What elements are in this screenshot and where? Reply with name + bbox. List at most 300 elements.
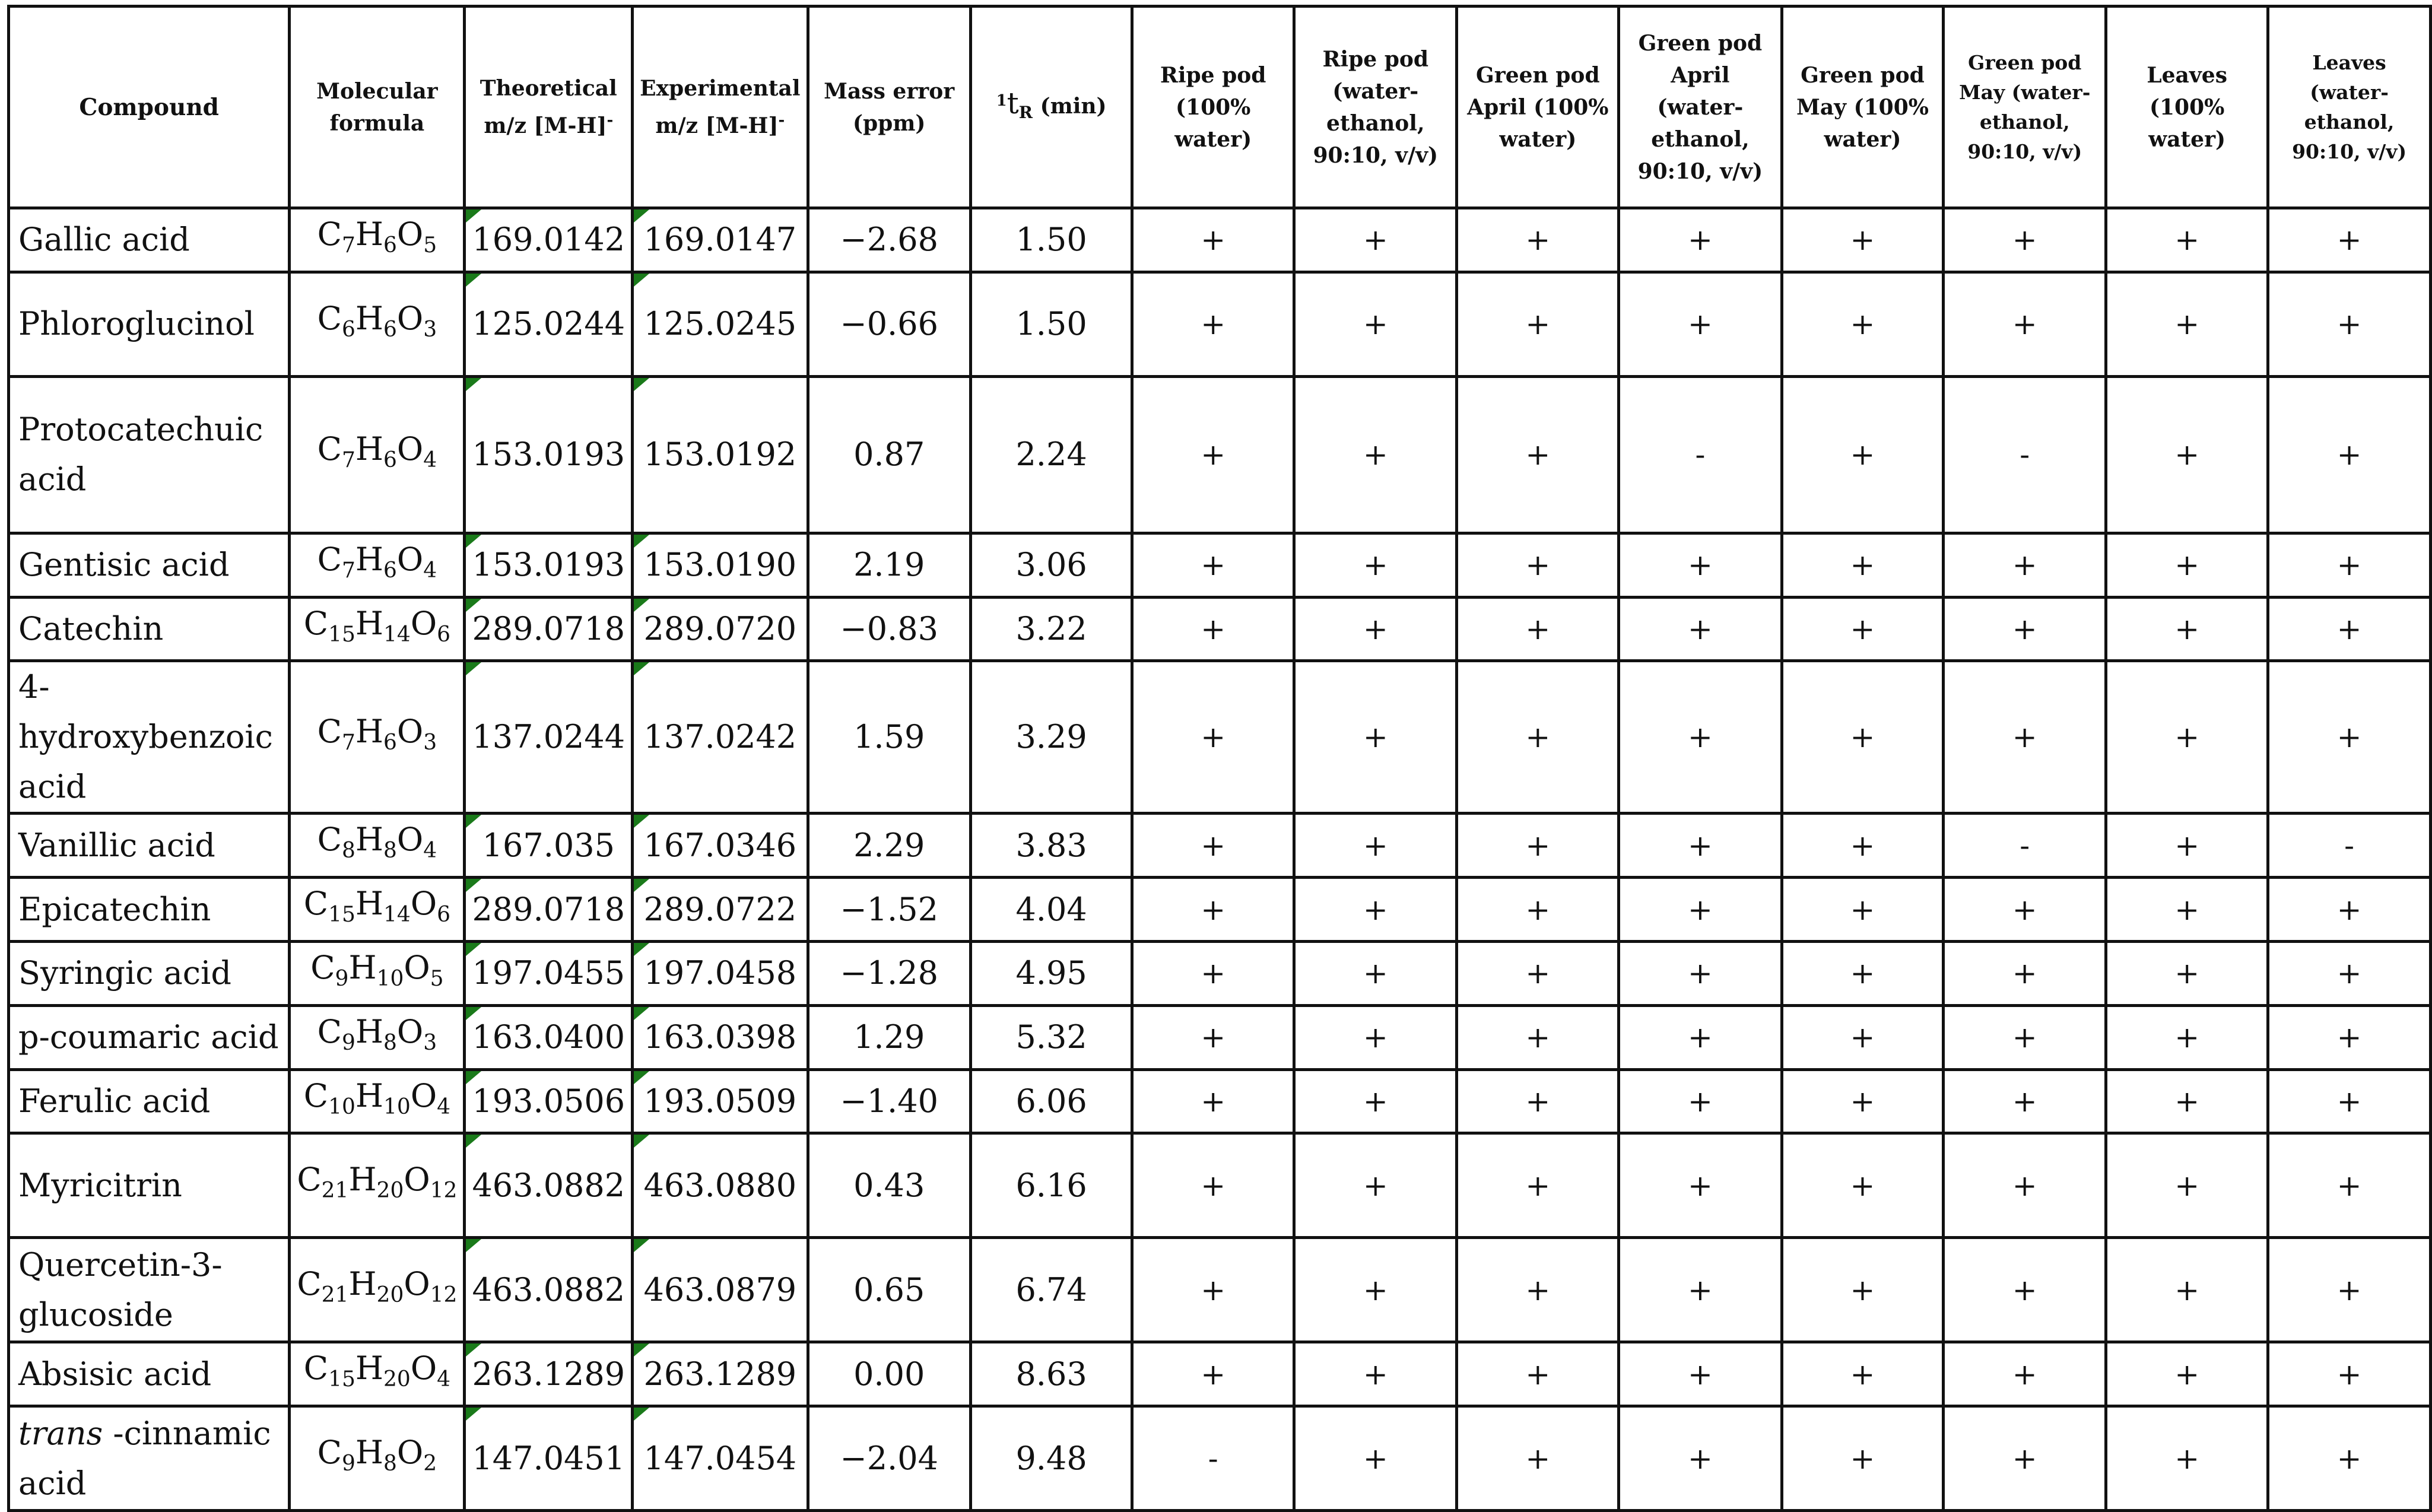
detection-mark-cell: + [1944, 878, 2106, 942]
detection-mark-cell: + [1457, 941, 1619, 1005]
formula-count: 15 [328, 902, 355, 927]
compound-cell: Gentisic acid [9, 533, 290, 597]
formula-element: H [355, 821, 383, 859]
theoretical-mz-cell: 463.0882 [465, 1133, 633, 1238]
detection-mark-cell: + [1132, 814, 1294, 878]
detection-mark-cell: + [2106, 661, 2268, 814]
table-row [9, 941, 2431, 1005]
formula-cell [290, 814, 465, 878]
header-tr-main: t [1007, 86, 1019, 121]
detection-mark-cell: + [1294, 1406, 1457, 1511]
detection-mark-cell: + [1944, 1406, 2106, 1511]
theoretical-mz-cell: 193.0506 [465, 1069, 633, 1133]
formula-element: O [404, 1265, 430, 1303]
formula-count: 6 [383, 233, 397, 258]
detection-mark-cell: + [1294, 208, 1457, 272]
detection-mark-cell: + [1619, 1342, 1782, 1406]
header-sample-6: Green pod May (water-ethanol, 90:10, v/v) [1944, 7, 2106, 208]
retention-time-cell: 8.63 [970, 1342, 1132, 1406]
formula-element: H [355, 299, 383, 337]
detection-mark-cell: + [2106, 272, 2268, 376]
detection-mark-cell: + [2268, 661, 2431, 814]
formula-cell [290, 1069, 465, 1133]
detection-mark-cell: + [1782, 1406, 1944, 1511]
formula-cell [290, 878, 465, 942]
detection-mark-cell: + [1619, 533, 1782, 597]
detection-mark-cell: + [1294, 661, 1457, 814]
formula-element: C [317, 821, 342, 859]
experimental-mz-cell: 153.0192 [633, 376, 808, 533]
retention-time-cell: 3.22 [970, 597, 1132, 661]
header-experimental-sup: - [778, 112, 785, 129]
formula-count: 8 [342, 838, 355, 863]
header-theoretical-text: Theoretical m/z [M-H] [480, 76, 617, 138]
theoretical-mz-cell: 125.0244 [465, 272, 633, 376]
formula-count: 6 [383, 730, 397, 755]
formula-element: O [396, 299, 424, 337]
retention-time-cell: 3.29 [970, 661, 1132, 814]
formula-element: O [396, 215, 424, 253]
formula-count: 4 [423, 838, 437, 863]
formula-count: 4 [437, 1094, 450, 1119]
detection-mark-cell: + [1619, 1133, 1782, 1238]
formula-element: H [355, 1076, 383, 1114]
detection-mark-cell: + [1457, 597, 1619, 661]
experimental-mz-cell: 169.0147 [633, 208, 808, 272]
formula-count: 20 [383, 1367, 411, 1392]
detection-mark-cell: + [2106, 1342, 2268, 1406]
detection-mark-cell: + [1944, 661, 2106, 814]
formula-count: 6 [383, 558, 397, 583]
detection-mark-cell: + [1944, 533, 2106, 597]
mass-error-cell: 0.43 [808, 1133, 970, 1238]
retention-time-cell: 3.83 [970, 814, 1132, 878]
detection-mark-cell: + [2106, 1238, 2268, 1342]
compound-cell: Syringic acid [9, 941, 290, 1005]
detection-mark-cell: + [1619, 1406, 1782, 1511]
experimental-mz-cell: 125.0245 [633, 272, 808, 376]
table-row [9, 661, 2431, 814]
formula-count: 8 [383, 838, 397, 863]
detection-mark-cell: + [1457, 814, 1619, 878]
detection-mark-cell: + [1619, 208, 1782, 272]
formula-element: C [317, 430, 342, 468]
formula-count: 14 [383, 902, 411, 927]
detection-mark-cell: + [2106, 1133, 2268, 1238]
detection-mark-cell: + [2268, 533, 2431, 597]
formula-cell [290, 533, 465, 597]
detection-mark-cell: + [1294, 941, 1457, 1005]
retention-time-cell: 5.32 [970, 1005, 1132, 1069]
detection-mark-cell: + [2106, 1005, 2268, 1069]
table-row [9, 814, 2431, 878]
formula-count: 6 [383, 317, 397, 342]
formula-element: O [410, 885, 437, 923]
detection-mark-cell: + [2268, 1238, 2431, 1342]
table-row [9, 1342, 2431, 1406]
detection-mark-cell: + [1782, 376, 1944, 533]
theoretical-mz-cell: 197.0455 [465, 941, 633, 1005]
detection-mark-cell: + [1132, 661, 1294, 814]
detection-mark-cell: + [1457, 1133, 1619, 1238]
mass-error-cell: 0.87 [808, 376, 970, 533]
detection-mark-cell: + [1457, 272, 1619, 376]
formula-element: O [404, 1161, 430, 1199]
formula-element: O [404, 948, 430, 986]
detection-mark-cell: + [1294, 597, 1457, 661]
detection-mark-cell: + [1782, 1238, 1944, 1342]
header-sample-3: Green pod April (100% water) [1457, 7, 1619, 208]
detection-mark-cell: + [1132, 1342, 1294, 1406]
compound-table [7, 5, 2432, 1512]
theoretical-mz-cell: 169.0142 [465, 208, 633, 272]
detection-mark-cell: + [1944, 1069, 2106, 1133]
detection-mark-cell: + [2268, 376, 2431, 533]
header-formula: Molecular formula [290, 7, 465, 208]
detection-mark-cell: + [1782, 661, 1944, 814]
detection-mark-cell: + [1619, 941, 1782, 1005]
formula-element: C [303, 604, 329, 642]
formula-element: C [317, 540, 342, 578]
detection-mark-cell: - [1944, 814, 2106, 878]
formula-count: 7 [342, 558, 355, 583]
theoretical-mz-cell: 163.0400 [465, 1005, 633, 1069]
formula-count: 6 [437, 902, 450, 927]
formula-count: 7 [342, 447, 355, 472]
detection-mark-cell: + [1294, 1133, 1457, 1238]
table-row [9, 533, 2431, 597]
detection-mark-cell: + [2268, 878, 2431, 942]
table-row [9, 272, 2431, 376]
detection-mark-cell: + [1294, 1005, 1457, 1069]
detection-mark-cell: + [1782, 533, 1944, 597]
detection-mark-cell: + [2268, 597, 2431, 661]
formula-element: O [396, 430, 424, 468]
retention-time-cell: 4.04 [970, 878, 1132, 942]
formula-cell [290, 1406, 465, 1511]
detection-mark-cell: + [1132, 1069, 1294, 1133]
formula-count: 5 [430, 966, 444, 991]
formula-count: 20 [376, 1283, 404, 1308]
detection-mark-cell: + [1294, 272, 1457, 376]
mass-error-cell: −2.04 [808, 1406, 970, 1511]
detection-mark-cell: + [1782, 597, 1944, 661]
theoretical-mz-cell: 137.0244 [465, 661, 633, 814]
detection-mark-cell: + [1782, 1069, 1944, 1133]
formula-count: 21 [321, 1179, 349, 1203]
header-tr-sup: 1 [996, 92, 1007, 110]
mass-error-cell: 0.65 [808, 1238, 970, 1342]
detection-mark-cell: + [1782, 208, 1944, 272]
compound-cell: Quercetin-3-glucoside [9, 1238, 290, 1342]
detection-mark-cell: + [1294, 533, 1457, 597]
detection-mark-cell: + [1457, 533, 1619, 597]
detection-mark-cell: + [1944, 1005, 2106, 1069]
detection-mark-cell: + [1944, 1342, 2106, 1406]
formula-element: O [396, 540, 424, 578]
detection-mark-cell: + [1132, 597, 1294, 661]
table-row [9, 1069, 2431, 1133]
table-row [9, 376, 2431, 533]
formula-count: 9 [342, 1451, 355, 1476]
compound-name-rest: -cinnamic acid [18, 1414, 271, 1502]
detection-mark-cell: - [1132, 1406, 1294, 1511]
detection-mark-cell: + [1457, 1342, 1619, 1406]
mass-error-cell: −2.68 [808, 208, 970, 272]
experimental-mz-cell: 289.0720 [633, 597, 808, 661]
formula-count: 20 [376, 1179, 404, 1203]
formula-element: H [355, 215, 383, 253]
formula-count: 7 [342, 730, 355, 755]
retention-time-cell: 6.06 [970, 1069, 1132, 1133]
detection-mark-cell: + [2268, 1069, 2431, 1133]
detection-mark-cell: + [1944, 941, 2106, 1005]
formula-cell [290, 941, 465, 1005]
formula-element: O [396, 1434, 424, 1472]
experimental-mz-cell: 147.0454 [633, 1406, 808, 1511]
retention-time-cell: 9.48 [970, 1406, 1132, 1511]
detection-mark-cell: + [1132, 1133, 1294, 1238]
detection-mark-cell: + [2268, 1005, 2431, 1069]
compound-cell: Phloroglucinol [9, 272, 290, 376]
detection-mark-cell: + [1294, 878, 1457, 942]
detection-mark-cell: - [1619, 376, 1782, 533]
compound-cell: Vanillic acid [9, 814, 290, 878]
experimental-mz-cell: 263.1289 [633, 1342, 808, 1406]
detection-mark-cell: + [1944, 1133, 2106, 1238]
header-sample-2: Ripe pod (water-ethanol, 90:10, v/v) [1294, 7, 1457, 208]
detection-mark-cell: + [1619, 878, 1782, 942]
formula-count: 9 [342, 1030, 355, 1055]
compound-cell: Myricitrin [9, 1133, 290, 1238]
formula-cell [290, 208, 465, 272]
compound-cell [9, 1406, 290, 1511]
detection-mark-cell: + [1782, 272, 1944, 376]
detection-mark-cell: + [2106, 814, 2268, 878]
compound-cell: p-coumaric acid [9, 1005, 290, 1069]
table-body [9, 208, 2431, 1511]
formula-cell [290, 376, 465, 533]
detection-mark-cell: + [1782, 878, 1944, 942]
detection-mark-cell: + [1944, 208, 2106, 272]
formula-count: 10 [383, 1094, 411, 1119]
formula-element: C [317, 1434, 342, 1472]
formula-element: O [410, 1076, 437, 1114]
detection-mark-cell: + [2106, 597, 2268, 661]
formula-element: H [355, 430, 383, 468]
formula-element: C [317, 299, 342, 337]
compound-italic-prefix: trans [18, 1414, 103, 1452]
theoretical-mz-cell: 289.0718 [465, 597, 633, 661]
mass-error-cell: −1.52 [808, 878, 970, 942]
formula-element: O [396, 821, 424, 859]
detection-mark-cell: + [1619, 814, 1782, 878]
experimental-mz-cell: 193.0509 [633, 1069, 808, 1133]
detection-mark-cell: + [1944, 597, 2106, 661]
detection-mark-cell: + [1619, 1005, 1782, 1069]
compound-cell: Protocatechuic acid [9, 376, 290, 533]
detection-mark-cell: + [1782, 941, 1944, 1005]
header-mass-error: Mass error (ppm) [808, 7, 970, 208]
header-retention-time [970, 7, 1132, 208]
formula-element: C [303, 885, 329, 923]
formula-count: 10 [328, 1094, 355, 1119]
theoretical-mz-cell: 147.0451 [465, 1406, 633, 1511]
compound-cell: Epicatechin [9, 878, 290, 942]
detection-mark-cell: - [1944, 376, 2106, 533]
formula-count: 2 [423, 1451, 437, 1476]
retention-time-cell: 4.95 [970, 941, 1132, 1005]
formula-count: 12 [430, 1179, 458, 1203]
detection-mark-cell: + [2106, 1406, 2268, 1511]
header-sample-1: Ripe pod (100% water) [1132, 7, 1294, 208]
formula-cell [290, 597, 465, 661]
experimental-mz-cell: 153.0190 [633, 533, 808, 597]
formula-count: 7 [342, 233, 355, 258]
detection-mark-cell: + [2268, 1342, 2431, 1406]
formula-count: 8 [383, 1030, 397, 1055]
formula-element: C [317, 712, 342, 750]
detection-mark-cell: + [2268, 941, 2431, 1005]
formula-count: 3 [423, 1030, 437, 1055]
table-row [9, 208, 2431, 272]
header-sample-4: Green pod April (water-ethanol, 90:10, v/v) [1619, 7, 1782, 208]
formula-element: H [348, 948, 377, 986]
detection-mark-cell: + [1294, 1069, 1457, 1133]
retention-time-cell: 6.74 [970, 1238, 1132, 1342]
detection-mark-cell: + [1294, 376, 1457, 533]
theoretical-mz-cell: 289.0718 [465, 878, 633, 942]
formula-cell [290, 272, 465, 376]
formula-count: 9 [335, 966, 349, 991]
theoretical-mz-cell: 167.035 [465, 814, 633, 878]
formula-cell [290, 1133, 465, 1238]
theoretical-mz-cell: 153.0193 [465, 376, 633, 533]
table-row [9, 1238, 2431, 1342]
header-compound: Compound [9, 7, 290, 208]
header-tr-unit: (min) [1033, 94, 1107, 119]
detection-mark-cell: + [1619, 1238, 1782, 1342]
experimental-mz-cell: 167.0346 [633, 814, 808, 878]
formula-count: 10 [376, 966, 404, 991]
formula-count: 5 [423, 233, 437, 258]
formula-element: H [355, 712, 383, 750]
mass-error-cell: −0.66 [808, 272, 970, 376]
detection-mark-cell: + [1457, 1406, 1619, 1511]
detection-mark-cell: + [2106, 208, 2268, 272]
retention-time-cell: 3.06 [970, 533, 1132, 597]
detection-mark-cell: + [2106, 941, 2268, 1005]
detection-mark-cell: + [1619, 272, 1782, 376]
detection-mark-cell: + [1457, 376, 1619, 533]
header-theoretical [465, 7, 633, 208]
compound-cell: Gallic acid [9, 208, 290, 272]
formula-element: C [310, 948, 335, 986]
formula-element: C [303, 1076, 329, 1114]
compound-cell: Ferulic acid [9, 1069, 290, 1133]
formula-element: O [396, 1012, 424, 1050]
formula-element: O [410, 1349, 437, 1387]
compound-cell: Absisic acid [9, 1342, 290, 1406]
formula-count: 8 [383, 1451, 397, 1476]
formula-cell [290, 1342, 465, 1406]
formula-count: 6 [437, 622, 450, 647]
detection-mark-cell: + [2268, 1133, 2431, 1238]
header-theoretical-sup: - [607, 112, 614, 129]
header-tr-sub: R [1018, 103, 1033, 123]
detection-mark-cell: + [1132, 1238, 1294, 1342]
header-sample-8: Leaves (water-ethanol, 90:10, v/v) [2268, 7, 2431, 208]
detection-mark-cell: + [2106, 878, 2268, 942]
detection-mark-cell: + [2106, 533, 2268, 597]
detection-mark-cell: + [1132, 272, 1294, 376]
table-row [9, 1133, 2431, 1238]
header-experimental-text: Experimental m/z [M-H] [640, 76, 801, 138]
formula-element: C [317, 215, 342, 253]
retention-time-cell: 6.16 [970, 1133, 1132, 1238]
detection-mark-cell: + [1782, 1342, 1944, 1406]
mass-error-cell: −1.28 [808, 941, 970, 1005]
detection-mark-cell: + [2268, 208, 2431, 272]
header-experimental [633, 7, 808, 208]
detection-mark-cell: + [2268, 272, 2431, 376]
theoretical-mz-cell: 263.1289 [465, 1342, 633, 1406]
theoretical-mz-cell: 463.0882 [465, 1238, 633, 1342]
detection-mark-cell: + [1294, 814, 1457, 878]
detection-mark-cell: + [1132, 376, 1294, 533]
experimental-mz-cell: 163.0398 [633, 1005, 808, 1069]
formula-element: C [297, 1265, 322, 1303]
formula-element: H [355, 885, 383, 923]
detection-mark-cell: + [1132, 878, 1294, 942]
mass-error-cell: −0.83 [808, 597, 970, 661]
detection-mark-cell: + [1944, 1238, 2106, 1342]
retention-time-cell: 1.50 [970, 272, 1132, 376]
formula-count: 14 [383, 622, 411, 647]
detection-mark-cell: + [1457, 1238, 1619, 1342]
detection-mark-cell: + [1619, 1069, 1782, 1133]
formula-element: H [348, 1161, 377, 1199]
experimental-mz-cell: 463.0879 [633, 1238, 808, 1342]
detection-mark-cell: + [1294, 1238, 1457, 1342]
compound-cell: 4-hydroxybenzoic acid [9, 661, 290, 814]
formula-cell [290, 661, 465, 814]
mass-error-cell: 1.29 [808, 1005, 970, 1069]
formula-count: 4 [423, 558, 437, 583]
formula-element: H [355, 604, 383, 642]
experimental-mz-cell: 137.0242 [633, 661, 808, 814]
table-row [9, 1406, 2431, 1511]
experimental-mz-cell: 289.0722 [633, 878, 808, 942]
formula-element: H [355, 1012, 383, 1050]
experimental-mz-cell: 197.0458 [633, 941, 808, 1005]
detection-mark-cell: + [1457, 878, 1619, 942]
formula-element: H [355, 1349, 383, 1387]
mass-error-cell: 2.29 [808, 814, 970, 878]
formula-count: 4 [437, 1367, 450, 1392]
formula-element: C [303, 1349, 329, 1387]
formula-element: H [355, 1434, 383, 1472]
formula-element: H [355, 540, 383, 578]
detection-mark-cell: + [1132, 941, 1294, 1005]
table-row [9, 878, 2431, 942]
formula-element: C [317, 1012, 342, 1050]
formula-element: O [396, 712, 424, 750]
header-sample-5: Green pod May (100% water) [1782, 7, 1944, 208]
detection-mark-cell: + [1619, 661, 1782, 814]
detection-mark-cell: + [1457, 208, 1619, 272]
formula-element: O [410, 604, 437, 642]
